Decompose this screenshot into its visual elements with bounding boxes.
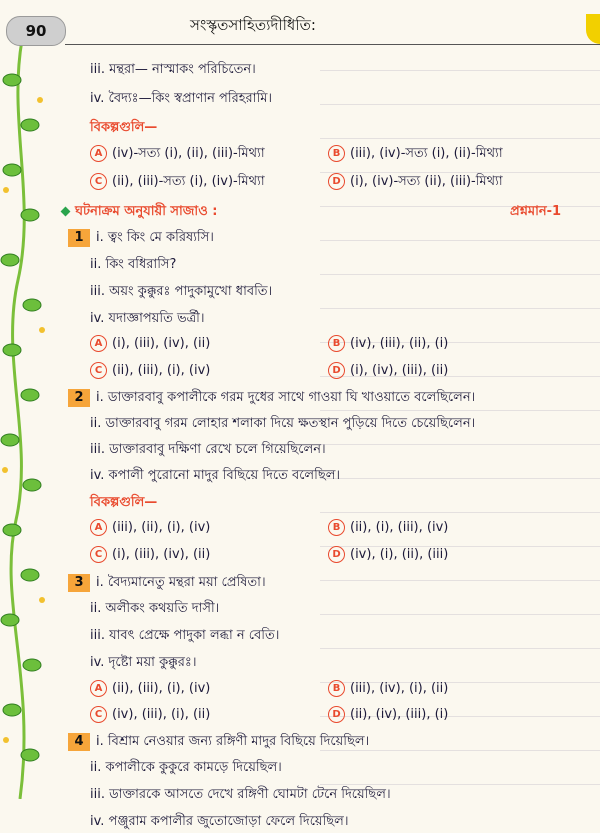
option-a-icon: A — [90, 680, 107, 697]
option-a-icon: A — [90, 145, 107, 162]
top-option-b — [328, 144, 503, 165]
q1-line-1-text: i. ত্বং কিং মে করিষ্যসি। — [96, 230, 214, 245]
q2-option-b — [328, 519, 448, 536]
q3-option-d — [328, 706, 448, 723]
option-c-icon: C — [90, 706, 107, 723]
option-a-icon: A — [90, 335, 107, 352]
diamond-bullet-icon — [61, 207, 71, 217]
top-option-a — [90, 144, 265, 165]
q2-option-a — [90, 519, 210, 536]
option-b-icon: B — [328, 335, 345, 352]
q2-option-d-text: (iv), (i), (ii), (iii) — [350, 547, 449, 562]
q2-option-d — [328, 546, 448, 563]
option-d-icon: D — [328, 173, 345, 190]
page-number: 90 — [6, 16, 66, 46]
q2-line-3: iii. ডাক্তারবাবু দক্ষিণা রেখে চলে গিয়েছিলেন। — [90, 442, 326, 457]
top-option-c — [90, 172, 265, 193]
option-a-icon: A — [90, 519, 107, 536]
q2-options-label: বিকল্পগুলি— — [90, 495, 158, 510]
q3-option-b — [328, 680, 448, 697]
top-line-iv: iv. বৈদ্যঃ—কিং স্বপ্রাণান পরিহরামি। — [90, 91, 273, 106]
option-c-icon: C — [90, 362, 107, 379]
top-option-b-text: (iii), (iv)-সত্য (i), (ii)-মিথ্যা — [350, 146, 503, 161]
q1-option-c — [90, 362, 210, 379]
option-b-icon: B — [328, 519, 345, 536]
q2-line-1 — [68, 388, 475, 409]
q3-option-d-text: (ii), (iv), (iii), (i) — [350, 707, 449, 722]
section-title: ঘটনাক্রম অনুযায়ী সাজাও : — [75, 204, 218, 219]
q1-option-a — [90, 335, 210, 352]
q2-line-4: iv. কপালী পুরোনো মাদুর বিছিয়ে দিতে বলেছিল। — [90, 468, 341, 483]
q2-option-c-text: (i), (iii), (iv), (ii) — [112, 547, 211, 562]
q1-line-3: iii. অয়ং কুক্কুরঃ পাদুকামুখো ধাবতি। — [90, 284, 273, 299]
q2-line-1-text: i. ডাক্তারবাবু কপালীকে গরম দুধের সাথে গাওয়া ঘি খাওয়াতে বলেছিলেন। — [96, 390, 476, 405]
q3-option-c — [90, 706, 210, 723]
q3-line-1 — [68, 573, 266, 594]
q2-line-2: ii. ডাক্তারবাবু গরম লোহার শলাকা দিয়ে ক্ষতস্থান পুড়িয়ে দিতে চেয়েছিলেন। — [90, 416, 476, 431]
q4-line-1 — [68, 732, 369, 753]
q4-line-4: iv. পঞ্জুরাম কপালীর জুতোজোড়া ফেলে দিয়েছিল। — [90, 814, 349, 829]
q3-line-2: ii. অলীকং কথয়তি দাসী। — [90, 601, 220, 616]
option-c-icon: C — [90, 546, 107, 563]
option-d-icon: D — [328, 362, 345, 379]
header-rule — [65, 44, 600, 45]
q1-option-a-text: (i), (iii), (iv), (ii) — [112, 336, 211, 351]
top-line-iii: iii. মন্থরা— নাস্মাকং পরিচিতেন। — [90, 62, 256, 77]
marks-tag: প্রশ্নমান-1 — [510, 204, 562, 219]
q1-line-2: ii. কিং বধিরাসি? — [90, 257, 177, 272]
q3-line-3: iii. যাবৎ প্রেক্ষে পাদুকা লব্ধা ন বেতি। — [90, 628, 280, 643]
q1-option-b — [328, 335, 448, 352]
section-heading — [62, 202, 218, 223]
option-c-icon: C — [90, 173, 107, 190]
q4-line-1-text: i. বিশ্রাম নেওয়ার জন্য রঙ্গিণী মাদুর বিছিয়ে দিয়েছিল। — [96, 734, 370, 749]
q4-line-3: iii. ডাক্তারকে আসতে দেখে রঙ্গিণী ঘোমটা টেনে দিয়েছিল। — [90, 787, 391, 802]
page-header — [0, 0, 600, 46]
top-options-label: বিকল্পগুলি— — [90, 120, 158, 135]
top-option-c-text: (ii), (iii)-সত্য (i), (iv)-মিথ্যা — [112, 174, 265, 189]
option-d-icon: D — [328, 706, 345, 723]
top-option-d-text: (i), (iv)-সত্য (ii), (iii)-মিথ্যা — [350, 174, 503, 189]
q1-option-b-text: (iv), (iii), (ii), (i) — [350, 336, 449, 351]
q2-option-c — [90, 546, 210, 563]
book-title: সংস্কৃতসাহিত্যদীধিতি: — [190, 16, 316, 34]
q1-option-d — [328, 362, 448, 379]
q2-number-badge: 2 — [68, 389, 90, 407]
q3-line-4: iv. দৃষ্টো ময়া কুক্কুরঃ। — [90, 655, 197, 670]
option-b-icon: B — [328, 680, 345, 697]
q3-line-1-text: i. বৈদ্যমানেতু মন্থরা ময়া প্রেষিতা। — [96, 575, 266, 590]
q1-option-d-text: (i), (iv), (iii), (ii) — [350, 363, 449, 378]
option-d-icon: D — [328, 546, 345, 563]
vine-border-decoration — [0, 0, 50, 799]
q2-option-b-text: (ii), (i), (iii), (iv) — [350, 520, 449, 535]
q1-number-badge: 1 — [68, 229, 90, 247]
q1-line-4: iv. যদাজ্ঞাপয়তি ভর্ত্রী। — [90, 311, 205, 326]
q3-option-a-text: (ii), (iii), (i), (iv) — [112, 681, 211, 696]
q2-option-a-text: (iii), (ii), (i), (iv) — [112, 520, 211, 535]
q1-line-1 — [68, 228, 214, 249]
q3-option-c-text: (iv), (iii), (i), (ii) — [112, 707, 211, 722]
top-option-d — [328, 172, 503, 193]
q3-number-badge: 3 — [68, 574, 90, 592]
q1-option-c-text: (ii), (iii), (i), (iv) — [112, 363, 211, 378]
corner-decoration — [586, 14, 600, 44]
top-option-a-text: (iv)-সত্য (i), (ii), (iii)-মিথ্যা — [112, 146, 265, 161]
q4-line-2: ii. কপালীকে কুকুরে কামড়ে দিয়েছিল। — [90, 760, 282, 775]
q4-number-badge: 4 — [68, 733, 90, 751]
q3-option-a — [90, 680, 210, 697]
option-b-icon: B — [328, 145, 345, 162]
q3-option-b-text: (iii), (iv), (i), (ii) — [350, 681, 449, 696]
